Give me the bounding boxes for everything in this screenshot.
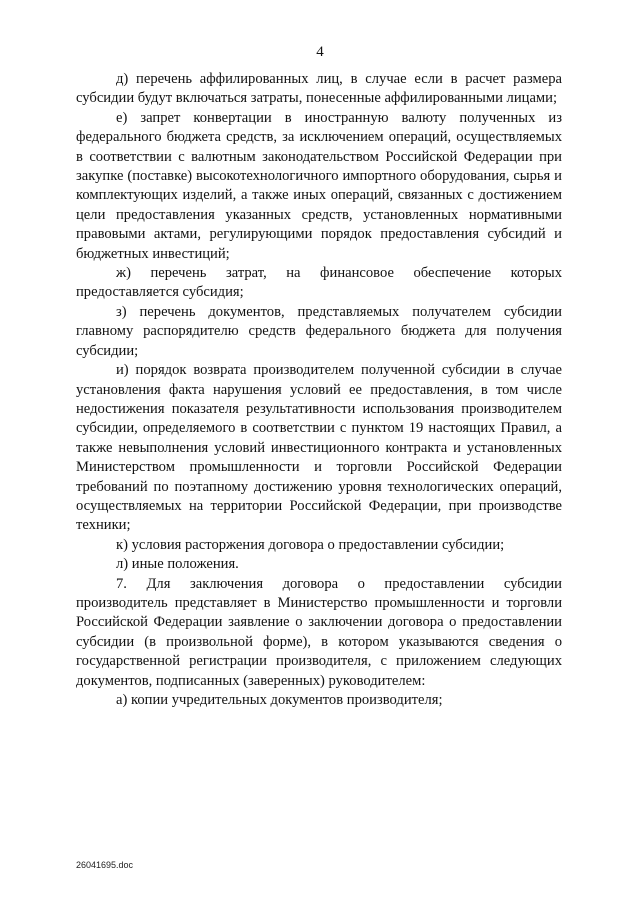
paragraph-e-currency-conversion-ban: е) запрет конвертации в иностранную валюту полученных из федерального бюджета средств, за исключением операций, осуществляемых в соответствии с валютным законодательством Российской Федерации при закупке (поставке) высокотехнологичного импортного оборудования, сырья и комплектующих изделий, а также иных операций, связанных с достижением цели предоставления указанных средств, установленных нормативными правовыми актами, регулирующими порядок предоставления субсидий и бюджетных инвестиций; bbox=[76, 109, 562, 262]
paragraph-a-founding-documents: а) копии учредительных документов производителя; bbox=[116, 692, 443, 708]
paragraph-7-contract-application: 7. Для заключения договора о предоставлении субсидии производитель представляет в Министерство промышленности и торговли Российской Федерации заявление о заключении договора о предоставлении субсидии (в произвольной форме), в котором указываются сведения о государственной регистрации производителя, с приложением следующих документов, подписанных (заверенных) руководителем: bbox=[76, 575, 562, 689]
document-body bbox=[76, 70, 562, 710]
paragraph-d-affiliated-persons: д) перечень аффилированных лиц, в случае если в расчет размера субсидии будут включаться затраты, понесенные аффилированными лицами; bbox=[76, 71, 562, 107]
paragraph-i-refund-procedure: и) порядок возврата производителем полученной субсидии в случае установления факта нарушения условий ее предоставления, в том числе недостижения показателя результативности использования производителем субсидии, определяемого в соответствии с пунктом 19 настоящих Правил, а также невыполнения условий инвестиционного контракта и установленных Министерством промышленности и торговли Российской Федерации требований по поэтапному достижению уровня технологических операций, осуществляемых на территории Российской Федерации, при производстве техники; bbox=[76, 362, 562, 534]
paragraph-k-termination-conditions: к) условия расторжения договора о предоставлении субсидии; bbox=[116, 536, 505, 553]
footer-filename: 26041695.doc bbox=[76, 860, 134, 870]
paragraph-z-documents-list: з) перечень документов, представляемых получателем субсидии главному распорядителю средств федерального бюджета для получения субсидии; bbox=[76, 303, 562, 359]
paragraph-l-other-provisions: л) иные положения. bbox=[116, 556, 239, 573]
paragraph-zh-costs-list: ж) перечень затрат, на финансовое обеспечение которых предоставляется субсидия; bbox=[76, 265, 562, 301]
page-number: 4 bbox=[316, 44, 324, 60]
